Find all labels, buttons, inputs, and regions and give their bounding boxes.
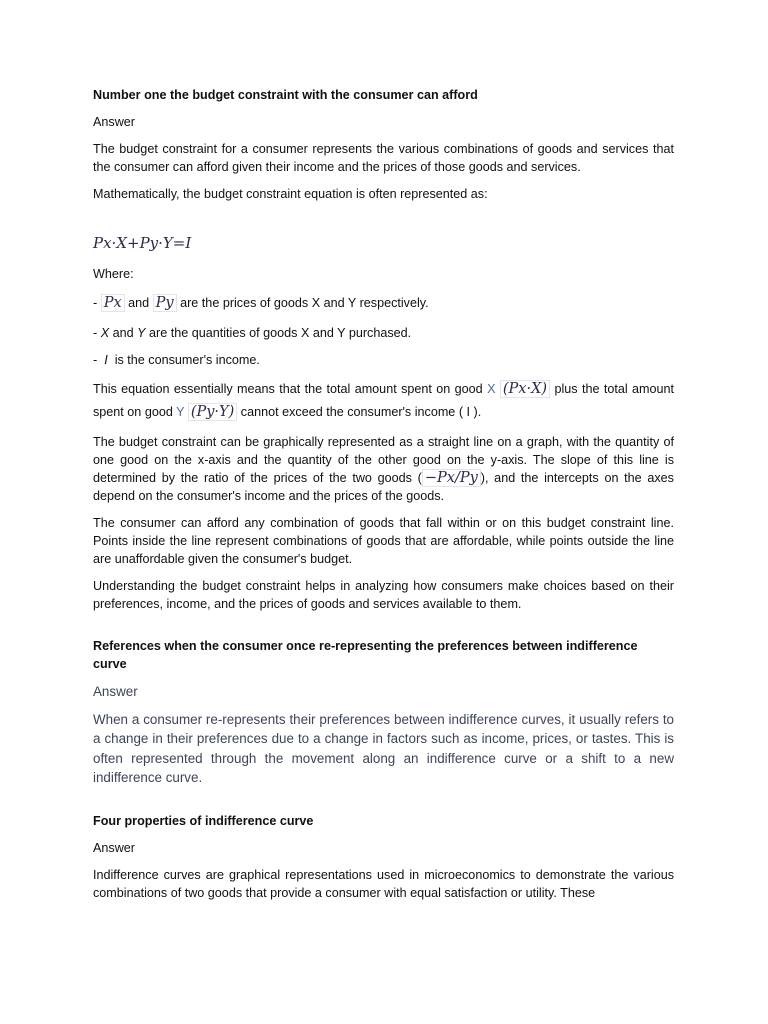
var-i: I bbox=[104, 353, 108, 367]
answer-label: Answer bbox=[93, 115, 135, 129]
text-run: ), and the intercepts on the axes depend on the consumer's income and the prices of the goods. bbox=[93, 471, 674, 503]
list-dash: - bbox=[93, 296, 98, 310]
conjunction-and: and bbox=[128, 296, 150, 310]
math-py-y-text: Py·Y bbox=[196, 404, 229, 420]
text-run: The budget constraint can be graphically represented as a straight line on a graph, with the quantity of one good on the x-axis and the quantity of the other good on the y-axis. The slope of this line is determined by the ratio of the prices of the two goods ( bbox=[93, 435, 674, 485]
paren-close: ) bbox=[541, 381, 548, 397]
paragraph-graphical-representation bbox=[93, 433, 674, 505]
text-run: This equation essentially means that the total amount spent on good bbox=[93, 382, 483, 396]
math-price-ratio: −Px/Py bbox=[422, 469, 481, 487]
math-px-x bbox=[500, 380, 550, 398]
list-item-prices bbox=[93, 292, 674, 315]
math-py: Py bbox=[153, 294, 177, 312]
conjunction-and: and bbox=[112, 326, 134, 340]
list-dash: - bbox=[93, 353, 98, 367]
document-body bbox=[93, 86, 674, 911]
list-item-text: are the quantities of goods X and Y purchased. bbox=[149, 326, 412, 340]
paragraph-equation-intro: Mathematically, the budget constraint equation is often represented as: bbox=[93, 187, 488, 201]
paragraph-preferences: When a consumer re-represents their preferences between indifference curves, it usually refers to a change in their preferences due to a change in factors such as income, prices, or tastes. This is often represented through the movement along an indifference curve or a shift to a new indifference curve. bbox=[93, 711, 674, 785]
good-x-label: X bbox=[487, 382, 496, 396]
list-item-text: are the prices of goods X and Y respectively. bbox=[180, 296, 429, 310]
paragraph-indifference-curves: Indifference curves are graphical representations used in microeconomics to demonstrate the various combinations of two goods that provide a consumer with equal satisfaction or utility. These bbox=[93, 867, 674, 900]
math-px: Px bbox=[101, 294, 125, 312]
list-dash: - bbox=[93, 326, 98, 340]
section-heading-budget-constraint: Number one the budget constraint with the consumer can afford bbox=[93, 88, 478, 102]
text-run: cannot exceed the consumer's income ( I ). bbox=[240, 405, 482, 419]
list-item-income bbox=[93, 351, 674, 369]
var-y: Y bbox=[137, 326, 146, 340]
answer-label: Answer bbox=[93, 684, 138, 699]
list-item-text: is the consumer's income. bbox=[114, 353, 260, 367]
math-py-y bbox=[188, 403, 237, 421]
section-heading-properties: Four properties of indifference curve bbox=[93, 813, 314, 828]
paren-close: ) bbox=[228, 404, 235, 420]
var-x: X bbox=[100, 326, 110, 340]
paragraph-equation-meaning bbox=[93, 378, 674, 424]
list-item-quantities bbox=[93, 324, 674, 342]
math-px-x-text: Px·X bbox=[508, 381, 542, 397]
section-heading-preferences: References when the consumer once re-representing the preferences between indifference curve bbox=[93, 639, 638, 671]
text-run: plus the total amount spent on good bbox=[93, 382, 675, 419]
budget-equation: Px·X+Py·Y=I bbox=[93, 234, 192, 252]
answer-label: Answer bbox=[93, 840, 135, 855]
good-y-label: Y bbox=[176, 405, 185, 419]
paragraph-understanding: Understanding the budget constraint helps in analyzing how consumers make choices based on their preferences, income, and the prices of goods and services available to them. bbox=[93, 579, 674, 611]
paragraph-affordable-combinations: The consumer can afford any combination of goods that fall within or on this budget constraint line. Points inside the line represent combinations of goods that are affordable, while points outside the line are unaffordable given the consumer's budget. bbox=[93, 516, 674, 566]
paren-open: ( bbox=[190, 404, 197, 420]
where-label: Where: bbox=[93, 267, 134, 281]
paragraph-budget-definition: The budget constraint for a consumer represents the various combinations of goods and services that the consumer can afford given their income and the prices of those goods and services. bbox=[93, 142, 674, 174]
paren-open: ( bbox=[502, 381, 509, 397]
